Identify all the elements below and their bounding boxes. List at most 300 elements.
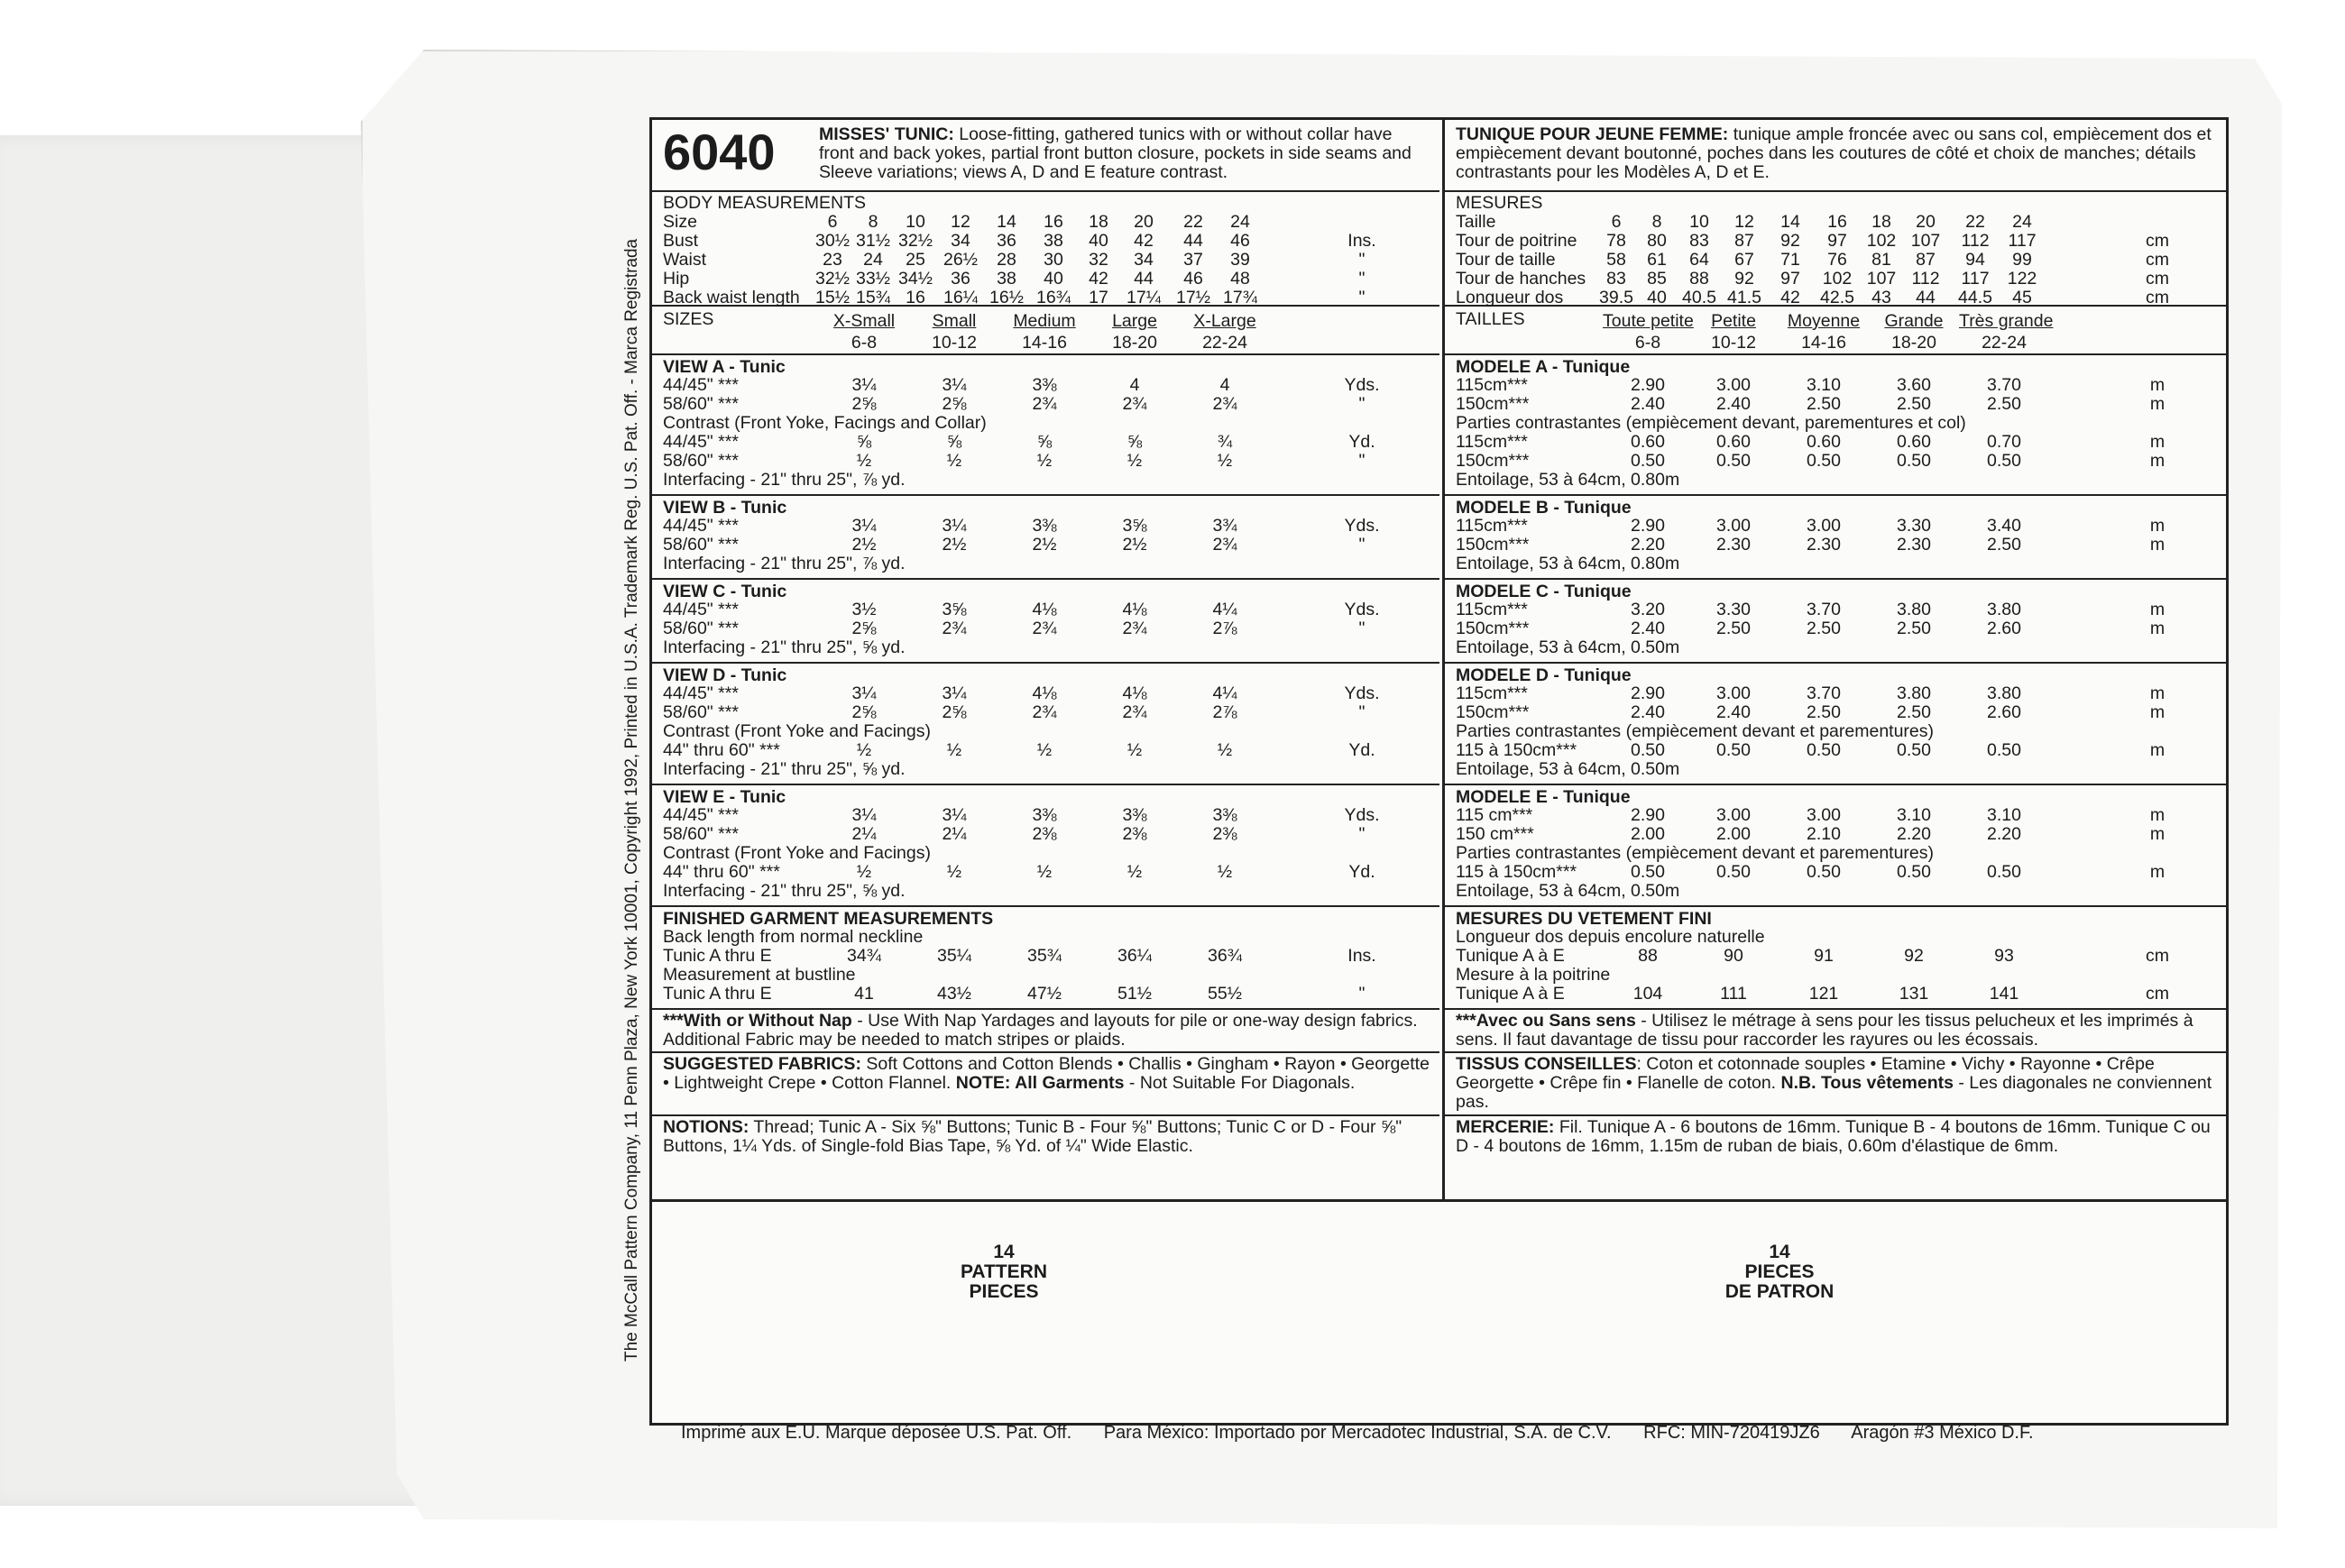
french-view-title: MODELE D - Tunique: [1456, 665, 1632, 685]
french-yardage-label: Parties contrastantes (empiècement devant et parementures): [1456, 843, 1935, 863]
english-size-range: 22-24: [1202, 333, 1247, 353]
english-yardage-cell: 4⅛: [1122, 683, 1147, 703]
french-yardage-unit: m: [2149, 740, 2166, 760]
pattern-pieces-en-word2: PIECES: [969, 1281, 1039, 1302]
english-yardage-cell: 3¼: [851, 683, 877, 703]
french-finished-cell: 131: [1899, 984, 1929, 1004]
english-notions-bold: NOTIONS:: [663, 1117, 749, 1137]
french-yardage-label: 150cm***: [1456, 535, 1530, 555]
french-measurement-cell: 94: [1965, 250, 1985, 270]
french-measurement-cell: 44: [1916, 288, 1936, 307]
english-view-title: VIEW C - Tunic: [663, 582, 787, 601]
english-measurement-cell: 16½: [989, 288, 1024, 307]
english-measurement-cell: 17½: [1176, 288, 1210, 307]
french-measurement-cell: 42: [1780, 288, 1800, 307]
french-yardage-cell: 3.00: [1807, 805, 1841, 825]
english-measurement-cell: 31½: [856, 231, 890, 251]
french-measurement-cell: 102: [1866, 231, 1897, 251]
french-measurement-cell: 87: [1916, 250, 1936, 270]
french-yardage-label: Entoilage, 53 à 64cm, 0.50m: [1456, 637, 1680, 657]
english-notions-body: Thread; Tunic A - Six ⅝" Buttons; Tunic B - Four ⅝" Buttons; Tunic C or D - Four ⅝" Buttons, 1¼ Yds. of Single-fold Bias Tape, ⅝ Yd. of ¼" Wide Elastic.: [663, 1117, 1402, 1156]
french-yardage-cell: 2.40: [1716, 702, 1751, 722]
english-measurement-cell: 40: [1044, 269, 1063, 289]
english-finished-label: Measurement at bustline: [663, 965, 856, 985]
english-yardage-cell: 2¾: [1032, 619, 1057, 638]
french-size-name: Petite: [1711, 311, 1756, 331]
french-fabrics-body: : Coton et cotonnade souples • Etamine • Vichy • Rayonne • Crêpe Georgette • Crêpe fin • Flanelle de coton.: [1456, 1054, 2155, 1093]
french-measurement-cell: 107: [1910, 231, 1941, 251]
english-yardage-label: Contrast (Front Yoke and Facings): [663, 843, 931, 863]
english-yardage-unit: ": [1358, 702, 1366, 722]
english-yardage-cell: 3⅜: [1032, 805, 1057, 825]
english-yardage-label: 58/60" ***: [663, 394, 739, 414]
english-finished-label: Tunic A thru E: [663, 984, 772, 1004]
english-yardage-cell: ½: [856, 740, 872, 760]
english-yardage-cell: 2½: [942, 535, 967, 555]
french-measurement-cell: 6: [1611, 212, 1622, 232]
pattern-pieces-fr-word1: PIECES: [1744, 1261, 1815, 1282]
french-yardage-cell: 2.30: [1716, 535, 1751, 555]
french-yardage-cell: 2.50: [1807, 394, 1841, 414]
french-yardage-cell: 0.50: [1631, 740, 1665, 760]
french-yardage-unit: m: [2149, 432, 2166, 452]
english-yardage-cell: 2½: [851, 535, 877, 555]
english-measurement-unit: ": [1358, 269, 1366, 289]
french-yardage-cell: 3.10: [1987, 805, 2021, 825]
french-finished-measurements: [1445, 907, 2227, 1010]
french-measurement-cell: 14: [1780, 212, 1800, 232]
english-measurement-cell: 48: [1230, 269, 1250, 289]
english-measurement-cell: 30½: [815, 231, 850, 251]
english-view-title: VIEW E - Tunic: [663, 787, 786, 807]
french-yardage-cell: 3.30: [1897, 516, 1931, 536]
french-yardage-cell: 3.00: [1716, 683, 1751, 703]
english-measurement-unit: Ins.: [1347, 231, 1376, 251]
english-yardage-unit: Yds.: [1344, 683, 1380, 703]
english-measurement-cell: 17¾: [1223, 288, 1257, 307]
english-yardage-unit: Yd.: [1348, 740, 1375, 760]
french-yardage-label: 115cm***: [1456, 375, 1528, 395]
french-measurement-cell: 80: [1647, 231, 1667, 251]
english-yardage-cell: ⅝: [946, 432, 962, 452]
english-finished-cell: 36¾: [1208, 946, 1242, 966]
english-yardage-unit: ": [1358, 619, 1366, 638]
french-header-block: [1445, 120, 2227, 192]
english-view-title: VIEW D - Tunic: [663, 665, 787, 685]
english-yardage-cell: 4¼: [1212, 600, 1237, 619]
french-finished-unit: cm: [2146, 984, 2169, 1004]
english-yardage-cell: ½: [1127, 451, 1143, 471]
french-yardage-cell: 2.20: [1631, 535, 1665, 555]
french-finished-unit: cm: [2146, 946, 2169, 966]
french-yardage-cell: 0.60: [1631, 432, 1665, 452]
french-yardage-cell: 3.10: [1897, 805, 1931, 825]
english-yardage-label: 44/45" ***: [663, 683, 739, 703]
english-yardage-unit: Yds.: [1344, 375, 1380, 395]
french-yardage-label: 150cm***: [1456, 619, 1530, 638]
french-size-range: 6-8: [1634, 333, 1661, 353]
english-measurement-cell: 46: [1230, 231, 1250, 251]
pattern-number: 6040: [663, 124, 776, 180]
french-finished-cell: 141: [1989, 984, 2019, 1004]
french-yardage-label: 115 à 150cm***: [1456, 740, 1577, 760]
english-finished-cell: 41: [854, 984, 874, 1004]
french-yardage-label: 115cm***: [1456, 432, 1528, 452]
english-yardage-cell: 4: [1219, 375, 1230, 395]
french-size-range: 22-24: [1982, 333, 2027, 353]
english-yardage-cell: 4: [1129, 375, 1140, 395]
english-yardage-unit: Yd.: [1348, 862, 1375, 882]
french-yardage-cell: 3.00: [1716, 375, 1751, 395]
french-yardage-cell: 2.50: [1897, 619, 1931, 638]
english-view-title: VIEW A - Tunic: [663, 357, 786, 377]
english-yardage-label: 58/60" ***: [663, 702, 739, 722]
french-yardage-label: 115 cm***: [1456, 805, 1533, 825]
french-sizes: [1445, 307, 2227, 355]
french-view-title: MODELE A - Tunique: [1456, 357, 1631, 377]
french-measurement-cell: 117: [1961, 269, 1990, 289]
english-finished-cell: 36¼: [1117, 946, 1152, 966]
french-yardage-label: Entoilage, 53 à 64cm, 0.50m: [1456, 881, 1680, 901]
english-measurement-cell: 20: [1134, 212, 1154, 232]
french-measurement-cell: 64: [1689, 250, 1709, 270]
french-yardage-label: 115cm***: [1456, 516, 1528, 536]
english-measurement-cell: 36: [951, 269, 970, 289]
french-finished-label: Longueur dos depuis encolure naturelle: [1456, 927, 1765, 947]
english-yardage-cell: ⅝: [1036, 432, 1053, 452]
english-measurement-cell: 6: [827, 212, 838, 232]
english-fabrics-bold: SUGGESTED FABRICS:: [663, 1054, 861, 1074]
english-measurement-cell: 30: [1044, 250, 1063, 270]
english-yardage-cell: 2¾: [1122, 702, 1147, 722]
english-measurement-cell: 34: [951, 231, 970, 251]
english-measurement-cell: 38: [997, 269, 1016, 289]
english-measurement-cell: 36: [997, 231, 1016, 251]
english-body-measurements: [652, 192, 1439, 307]
english-row-label: Waist: [663, 250, 707, 270]
french-measurement-cell: 83: [1606, 269, 1626, 289]
english-yardage-cell: 3¾: [1212, 516, 1237, 536]
english-measurement-cell: 15¾: [856, 288, 890, 307]
french-finished-cell: 92: [1904, 946, 1924, 966]
english-measurement-cell: 22: [1183, 212, 1203, 232]
french-yardage-unit: m: [2149, 375, 2166, 395]
french-measurement-cell: 71: [1780, 250, 1800, 270]
french-row-label: Longueur dos: [1456, 288, 1564, 307]
english-header-block: [652, 120, 1439, 192]
english-yardage-cell: ½: [1036, 451, 1053, 471]
english-yardage-cell: 2¾: [942, 619, 967, 638]
english-yardage-cell: ½: [856, 451, 872, 471]
english-finished-measurements: [652, 907, 1439, 1010]
french-column: [1442, 120, 2227, 1199]
pattern-pieces-section: [652, 1199, 2226, 1426]
french-finished-cell: 88: [1638, 946, 1658, 966]
english-finished-title: FINISHED GARMENT MEASUREMENTS: [663, 909, 994, 929]
english-measurement-cell: 32½: [898, 231, 933, 251]
french-finished-label: Mesure à la poitrine: [1456, 965, 1611, 985]
english-measurement-cell: 24: [863, 250, 883, 270]
french-measurement-cell: 97: [1827, 231, 1847, 251]
english-finished-cell: 51½: [1117, 984, 1152, 1004]
english-yardage-label: Interfacing - 21" thru 25", ⅝ yd.: [663, 637, 906, 657]
french-row-label: Tour de poitrine: [1456, 231, 1577, 251]
french-view-title: MODELE B - Tunique: [1456, 498, 1632, 518]
english-yardage-cell: 3¼: [942, 375, 967, 395]
french-measurement-cell: 81: [1871, 250, 1891, 270]
pattern-pieces-en-number: 14: [993, 1242, 1015, 1262]
english-yardage-unit: Yds.: [1344, 600, 1380, 619]
french-yardage-unit: m: [2149, 451, 2166, 471]
english-yardage-cell: 2½: [1122, 535, 1147, 555]
french-measurement-cell: 39.5: [1599, 288, 1633, 307]
english-yardage-cell: ¾: [1217, 432, 1233, 452]
french-yardage-unit: m: [2149, 702, 2166, 722]
french-measurement-cell: 122: [2007, 269, 2037, 289]
pattern-pieces-fr-word2: DE PATRON: [1724, 1281, 1835, 1302]
french-view-title: MODELE C - Tunique: [1456, 582, 1632, 601]
french-view-block: [1445, 785, 2227, 907]
french-yardage-cell: 3.00: [1716, 516, 1751, 536]
english-measurement-cell: 28: [997, 250, 1016, 270]
french-yardage-cell: 2.90: [1631, 805, 1665, 825]
english-measurement-cell: 23: [823, 250, 842, 270]
english-yardage-cell: 3¼: [942, 683, 967, 703]
english-yardage-label: 44/45" ***: [663, 375, 739, 395]
english-yardage-cell: 2¼: [942, 824, 967, 844]
french-view-block: [1445, 664, 2227, 785]
english-measurement-cell: 16¼: [943, 288, 978, 307]
english-finished-unit: ": [1358, 984, 1366, 1004]
english-yardage-unit: ": [1358, 824, 1366, 844]
english-yardage-cell: 2⅞: [1212, 619, 1237, 638]
english-measurement-cell: 25: [906, 250, 925, 270]
english-view-block: [652, 580, 1439, 664]
french-size-name: Toute petite: [1603, 311, 1694, 331]
english-yardage-cell: 2¾: [1212, 535, 1237, 555]
english-measurement-cell: 34½: [898, 269, 933, 289]
french-yardage-cell: 3.80: [1987, 683, 2021, 703]
english-size-range: 10-12: [932, 333, 977, 353]
french-measurement-cell: 8: [1651, 212, 1662, 232]
pattern-pieces-en-word1: PATTERN: [960, 1261, 1048, 1282]
french-yardage-cell: 2.40: [1631, 619, 1665, 638]
english-yardage-cell: ½: [1217, 451, 1233, 471]
english-measurement-cell: 42: [1089, 269, 1108, 289]
english-view-block: [652, 664, 1439, 785]
english-fabrics-note-bold: NOTE: All Garments: [955, 1073, 1125, 1093]
english-yardage-cell: 2¾: [1212, 394, 1237, 414]
english-yardage-label: Contrast (Front Yoke and Facings): [663, 721, 931, 741]
french-finished-cell: 121: [1808, 984, 1839, 1004]
french-notions: [1445, 1116, 2227, 1199]
english-finished-cell: 55½: [1208, 984, 1242, 1004]
french-yardage-cell: 0.50: [1716, 862, 1751, 882]
english-yardage-unit: Yds.: [1344, 516, 1380, 536]
french-yardage-label: Entoilage, 53 à 64cm, 0.80m: [1456, 470, 1680, 490]
english-yardage-cell: ½: [1217, 862, 1233, 882]
french-measurement-cell: 44.5: [1958, 288, 1992, 307]
french-yardage-cell: 0.50: [1897, 451, 1931, 471]
french-yardage-label: Parties contrastantes (empiècement devant et parementures): [1456, 721, 1935, 741]
english-view-block: [652, 496, 1439, 580]
english-yardage-label: 58/60" ***: [663, 451, 739, 471]
french-yardage-cell: 2.30: [1897, 535, 1931, 555]
english-yardage-cell: ⅝: [856, 432, 872, 452]
french-yardage-cell: 2.50: [1807, 702, 1841, 722]
english-size-name: Medium: [1013, 311, 1076, 331]
english-yardage-cell: 2¼: [851, 824, 877, 844]
french-yardage-cell: 2.40: [1631, 702, 1665, 722]
french-measurement-cell: 40: [1647, 288, 1667, 307]
french-yardage-cell: 2.10: [1807, 824, 1841, 844]
french-fabrics-note-bold: N.B. Tous vêtements: [1780, 1073, 1954, 1093]
french-measurement-cell: 117: [2008, 231, 2037, 251]
french-yardage-cell: 0.60: [1716, 432, 1751, 452]
english-yardage-label: Interfacing - 21" thru 25", ⅝ yd.: [663, 881, 906, 901]
footer-address: Aragón #3 México D.F.: [1851, 1423, 2034, 1443]
french-measurement-cell: 76: [1827, 250, 1847, 270]
french-nap-text: [1456, 1012, 2218, 1050]
french-yardage-cell: 2.50: [1987, 535, 2021, 555]
french-measurement-cell: 24: [2012, 212, 2032, 232]
english-measurement-cell: 39: [1230, 250, 1250, 270]
english-yardage-label: Interfacing - 21" thru 25", ⅞ yd.: [663, 554, 906, 573]
french-yardage-cell: 0.50: [1897, 740, 1931, 760]
french-measurement-cell: 92: [1780, 231, 1800, 251]
english-yardage-cell: 2¾: [1032, 702, 1057, 722]
english-title-bold: MISSES' TUNIC:: [819, 124, 954, 144]
english-yardage-unit: Yd.: [1348, 432, 1375, 452]
french-measurement-unit: cm: [2146, 231, 2169, 251]
french-yardage-cell: 2.50: [1897, 394, 1931, 414]
french-fabrics-note-body: - Les diagonales ne conviennent pas.: [1456, 1073, 2212, 1112]
english-yardage-cell: 3½: [851, 600, 877, 619]
french-measurement-cell: 85: [1647, 269, 1667, 289]
english-yardage-unit: ": [1358, 535, 1366, 555]
english-yardage-label: 58/60" ***: [663, 824, 739, 844]
english-nap-body: - Use With Nap Yardages and layouts for pile or one-way design fabrics. Additional Fabric may be needed to match stripes or plaids.: [663, 1011, 1418, 1050]
french-yardage-cell: 0.50: [1807, 451, 1841, 471]
french-yardage-cell: 0.50: [1987, 862, 2021, 882]
english-yardage-cell: 2¾: [1122, 394, 1147, 414]
english-yardage-cell: 2⅞: [1212, 702, 1237, 722]
french-measurement-cell: 107: [1866, 269, 1897, 289]
french-size-name: Moyenne: [1787, 311, 1861, 331]
french-yardage-cell: 2.50: [1897, 702, 1931, 722]
english-measurement-cell: 37: [1183, 250, 1203, 270]
french-size-name: Grande: [1884, 311, 1944, 331]
english-size-name: X-Large: [1193, 311, 1256, 331]
french-yardage-cell: 3.40: [1987, 516, 2021, 536]
english-measurement-cell: 8: [868, 212, 878, 232]
french-yardage-cell: 0.60: [1807, 432, 1841, 452]
english-yardage-label: 44/45" ***: [663, 432, 739, 452]
english-finished-cell: 34¾: [847, 946, 881, 966]
french-size-name: Très grande: [1959, 311, 2054, 331]
english-yardage-label: 44/45" ***: [663, 516, 739, 536]
french-yardage-cell: 2.00: [1716, 824, 1751, 844]
french-notions-text: [1456, 1118, 2218, 1156]
english-yardage-label: Interfacing - 21" thru 25", ⅞ yd.: [663, 470, 906, 490]
french-finished-cell: 91: [1814, 946, 1834, 966]
french-finished-title: MESURES DU VETEMENT FINI: [1456, 909, 1712, 929]
english-measurement-cell: 32: [1089, 250, 1108, 270]
french-yardage-unit: m: [2149, 862, 2166, 882]
english-sizes-label: SIZES: [663, 309, 714, 329]
english-yardage-cell: ½: [1036, 740, 1053, 760]
english-body-header: BODY MEASUREMENTS: [663, 193, 867, 213]
english-yardage-cell: 2¾: [1032, 394, 1057, 414]
french-notions-body: Fil. Tunique A - 6 boutons de 16mm. Tunique B - 4 boutons de 16mm. Tunique C ou D - 4 boutons de 16mm, 1.15m de ruban de biais, 0.60m d'élastique de 6mm.: [1456, 1117, 2211, 1156]
french-yardage-label: 150cm***: [1456, 451, 1530, 471]
english-yardage-label: 44/45" ***: [663, 600, 739, 619]
french-measurement-unit: cm: [2146, 288, 2169, 307]
french-yardage-cell: 2.00: [1631, 824, 1665, 844]
french-notions-bold: MERCERIE:: [1456, 1117, 1555, 1137]
english-measurement-cell: 18: [1089, 212, 1108, 232]
french-measurement-cell: 83: [1689, 231, 1709, 251]
english-fabrics-note-body: - Not Suitable For Diagonals.: [1124, 1073, 1356, 1093]
french-body-header: MESURES: [1456, 193, 1543, 213]
english-finished-label: Back length from normal neckline: [663, 927, 924, 947]
french-yardage-cell: 3.00: [1807, 516, 1841, 536]
english-yardage-cell: ½: [1127, 740, 1143, 760]
english-measurement-cell: 44: [1134, 269, 1154, 289]
french-yardage-label: Entoilage, 53 à 64cm, 0.50m: [1456, 759, 1680, 779]
french-size-range: 18-20: [1891, 333, 1936, 353]
french-yardage-cell: 2.60: [1987, 619, 2021, 638]
english-yardage-label: 44/45" ***: [663, 805, 739, 825]
french-yardage-label: 150cm***: [1456, 702, 1530, 722]
english-yardage-cell: 3⅜: [1122, 805, 1147, 825]
french-title-bold: TUNIQUE POUR JEUNE FEMME:: [1456, 124, 1729, 144]
french-size-range: 10-12: [1711, 333, 1756, 353]
french-view-block: [1445, 355, 2227, 496]
english-title-text: Loose-fitting, gathered tunics with or without collar have front and back yokes, partial front button closure, pockets in side seams and Sleeve variations; views A, D and E feature contrast.: [819, 124, 1412, 182]
french-finished-label: Tunique A à E: [1456, 984, 1565, 1004]
french-yardage-unit: m: [2149, 805, 2166, 825]
english-measurement-cell: 10: [906, 212, 925, 232]
english-fabrics-text: [663, 1055, 1430, 1093]
french-yardage-cell: 3.80: [1897, 683, 1931, 703]
french-nap-note: [1445, 1010, 2227, 1053]
english-yardage-cell: 2⅝: [942, 702, 967, 722]
french-row-label: Tour de taille: [1456, 250, 1556, 270]
english-measurement-cell: 33½: [856, 269, 890, 289]
english-measurement-cell: 24: [1230, 212, 1250, 232]
french-yardage-cell: 0.70: [1987, 432, 2021, 452]
english-yardage-cell: 3⅝: [1122, 516, 1147, 536]
english-yardage-cell: ⅝: [1127, 432, 1143, 452]
french-row-label: Tour de hanches: [1456, 269, 1586, 289]
french-fabrics-bold: TISSUS CONSEILLES: [1456, 1054, 1637, 1074]
french-finished-cell: 111: [1720, 984, 1747, 1004]
english-measurement-unit: ": [1358, 250, 1366, 270]
english-yardage-unit: ": [1358, 451, 1366, 471]
french-title-text: tunique ample froncée avec ou sans col, empiècement dos et empiècement devant boutonné, poches dans les coutures de côté et choix de manches; détails contrastants pour les Modèles A, D et E.: [1456, 124, 2212, 182]
english-yardage-cell: 3¼: [851, 375, 877, 395]
english-notions: [652, 1116, 1439, 1199]
french-yardage-cell: 2.40: [1631, 394, 1665, 414]
english-yardage-cell: 2⅝: [942, 394, 967, 414]
english-view-block: [652, 355, 1439, 496]
french-finished-cell: 104: [1632, 984, 1663, 1004]
french-yardage-cell: 2.50: [1716, 619, 1751, 638]
french-measurement-cell: 61: [1647, 250, 1667, 270]
french-measurement-cell: 45: [2012, 288, 2032, 307]
english-yardage-cell: ½: [946, 451, 962, 471]
